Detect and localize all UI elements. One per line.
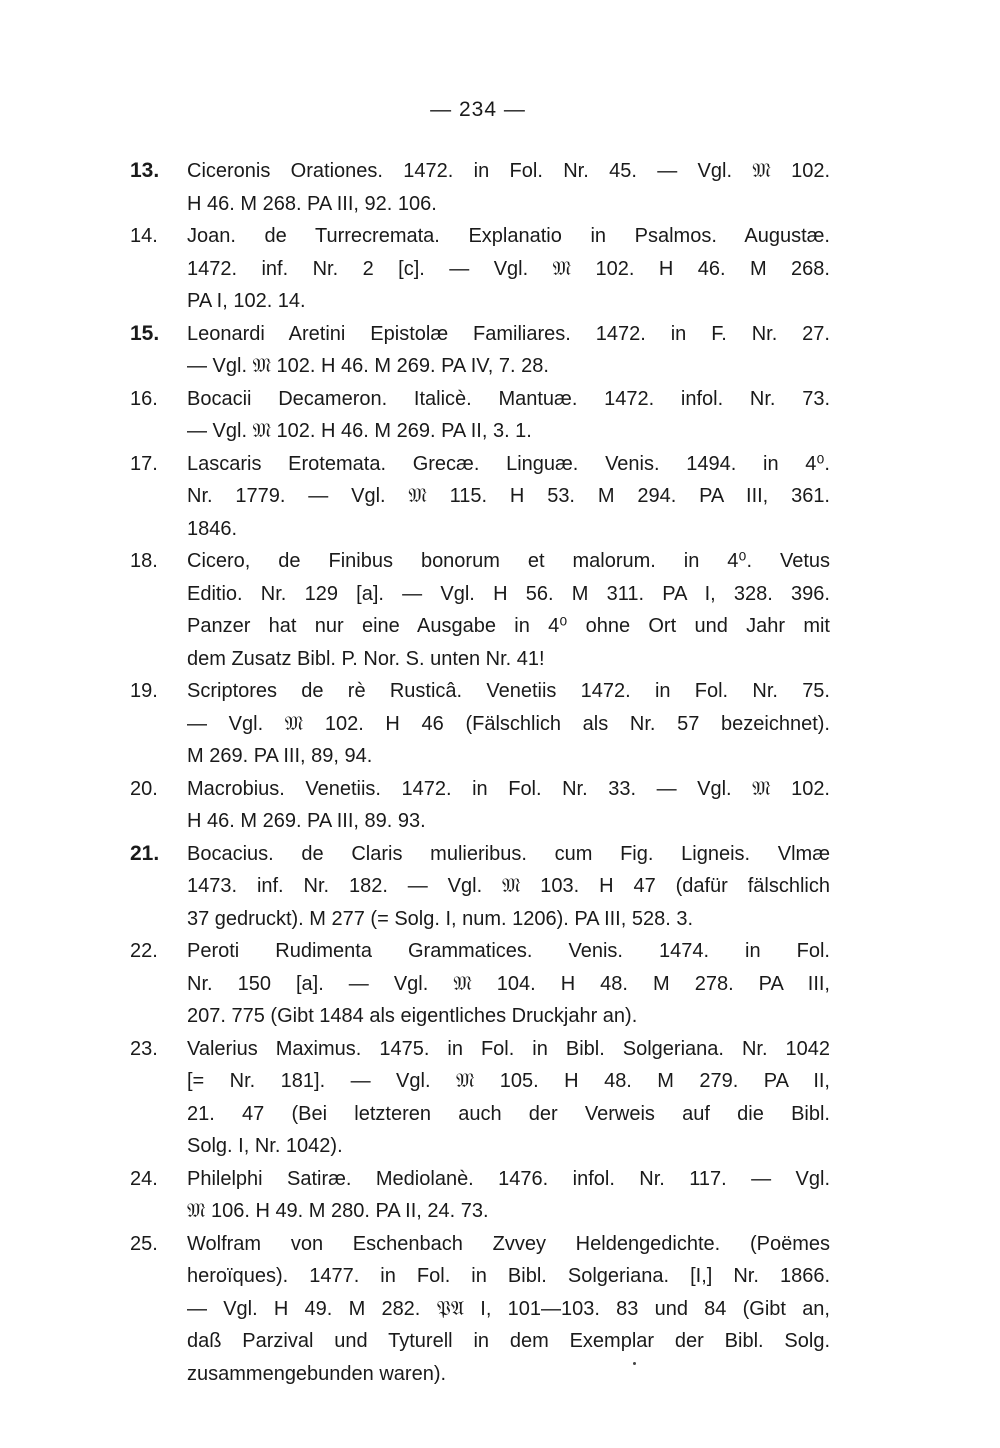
entry-line: Bocacius. de Claris mulieribus. cum Fig. Ligneis. Vlmæ [187, 842, 830, 865]
entry-line: — Vgl. 𝔐 102. H 46. M 269. PA IV, 7. 28. [187, 355, 549, 377]
entry-line: — Vgl. H 49. M 282. 𝔓𝔄 I, 101—103. 83 und 84 (Gibt an, [187, 1297, 830, 1320]
entry-number: 22. [130, 940, 158, 962]
entry-line: 37 gedruckt). M 277 (= Solg. I, num. 1206). PA III, 528. 3. [187, 907, 694, 930]
list-item [130, 155, 830, 220]
entry-line: — Vgl. 𝔐 102. H 46 (Fälschlich als Nr. 57 bezeichnet). [187, 712, 830, 735]
entry-line: Valerius Maximus. 1475. in Fol. in Bibl. Solgeriana. Nr. 1042 [187, 1037, 830, 1060]
entry-number: 17. [130, 452, 158, 475]
entry-number: 21. [130, 841, 160, 865]
entry-line: 1846. [187, 517, 238, 540]
entry-line: 1473. inf. Nr. 182. — Vgl. 𝔐 103. H 47 (dafür fälschlich [187, 875, 830, 897]
entry-line: — Vgl. 𝔐 102. H 46. M 269. PA II, 3. 1. [187, 420, 532, 442]
entry-line: Editio. Nr. 129 [a]. — Vgl. H 56. M 311. PA I, 328. 396. [187, 582, 830, 605]
stray-mark [633, 1362, 636, 1365]
list-item [130, 448, 830, 546]
list-item [130, 1228, 830, 1391]
entry-line: 21. 47 (Bei letzteren auch der Verweis auf die Bibl. [187, 1102, 830, 1125]
entry-line: 1472. inf. Nr. 2 [c]. — Vgl. 𝔐 102. H 46. M 268. [187, 257, 830, 280]
entry-line: M 269. PA III, 89, 94. [187, 745, 373, 767]
entry-number: 16. [130, 387, 158, 410]
list-item [130, 675, 830, 773]
entry-line: Ciceronis Orationes. 1472. in Fol. Nr. 45. — Vgl. 𝔐 102. [187, 160, 830, 182]
entry-number: 19. [130, 680, 158, 702]
entry-line: 𝔐 106. H 49. M 280. PA II, 24. 73. [187, 1200, 489, 1222]
list-item [130, 318, 830, 383]
list-item [130, 773, 830, 838]
entry-line: Nr. 150 [a]. — Vgl. 𝔐 104. H 48. M 278. PA III, [187, 972, 830, 995]
entry-line: heroïques). 1477. in Fol. in Bibl. Solgeriana. [I,] Nr. 1866. [187, 1265, 830, 1287]
list-item [130, 383, 830, 448]
entry-line: Philelphi Satiræ. Mediolanè. 1476. infol. Nr. 117. — Vgl. [187, 1167, 830, 1190]
entry-number: 18. [130, 550, 158, 572]
entry-line: dem Zusatz Bibl. P. Nor. S. unten Nr. 41! [187, 647, 545, 670]
entry-line: Joan. de Turrecremata. Explanatio in Psalmos. Augustæ. [187, 225, 830, 247]
entry-line: Bocacii Decameron. Italicè. Mantuæ. 1472. infol. Nr. 73. [187, 387, 830, 410]
entry-number: 13. [130, 159, 160, 182]
entry-line: Macrobius. Venetiis. 1472. in Fol. Nr. 33. — Vgl. 𝔐 102. [187, 777, 830, 800]
entry-line: Leonardi Aretini Epistolæ Familiares. 1472. in F. Nr. 27. [187, 322, 830, 345]
entry-line: Solg. I, Nr. 1042). [187, 1135, 343, 1157]
entry-line: zusammengebunden waren). [187, 1362, 447, 1385]
list-item [130, 838, 830, 936]
list-item [130, 545, 830, 675]
entry-line: Panzer hat nur eine Ausgabe in 4⁰ ohne Ort und Jahr mit [187, 615, 830, 637]
entry-number: 23. [130, 1037, 158, 1060]
entry-number: 25. [130, 1232, 158, 1255]
entry-line: H 46. M 269. PA III, 89. 93. [187, 810, 426, 832]
entry-number: 14. [130, 225, 158, 247]
entry-number: 24. [130, 1167, 158, 1190]
list-item [130, 935, 830, 1033]
entry-line: Wolfram von Eschenbach Zvvey Heldengedichte. (Poëmes [187, 1232, 830, 1255]
entry-line: Nr. 1779. — Vgl. 𝔐 115. H 53. M 294. PA III, 361. [187, 485, 830, 507]
page-number: — 234 — [430, 98, 526, 121]
list-item [130, 1033, 830, 1163]
entry-line: daß Parzival und Tyturell in dem Exemplar der Bibl. Solg. [187, 1330, 830, 1352]
entry-line: Lascaris Erotemata. Grecæ. Linguæ. Venis. 1494. in 4⁰. [187, 452, 830, 475]
entry-line: PA I, 102. 14. [187, 290, 306, 312]
entry-line: H 46. M 268. PA III, 92. 106. [187, 192, 437, 215]
entry-number: 20. [130, 777, 158, 800]
entry-number: 15. [130, 321, 160, 345]
list-item [130, 1163, 830, 1228]
entry-list [130, 155, 830, 1390]
entry-line: Peroti Rudimenta Grammatices. Venis. 1474. in Fol. [187, 940, 830, 962]
entry-line: 207. 775 (Gibt 1484 als eigentliches Druckjahr an). [187, 1005, 638, 1027]
entry-line: Scriptores de rè Rusticâ. Venetiis 1472. in Fol. Nr. 75. [187, 680, 830, 702]
entry-line: Cicero, de Finibus bonorum et malorum. in 4⁰. Vetus [187, 550, 830, 572]
entry-line: [= Nr. 181]. — Vgl. 𝔐 105. H 48. M 279. PA II, [187, 1070, 830, 1092]
list-item [130, 220, 830, 318]
